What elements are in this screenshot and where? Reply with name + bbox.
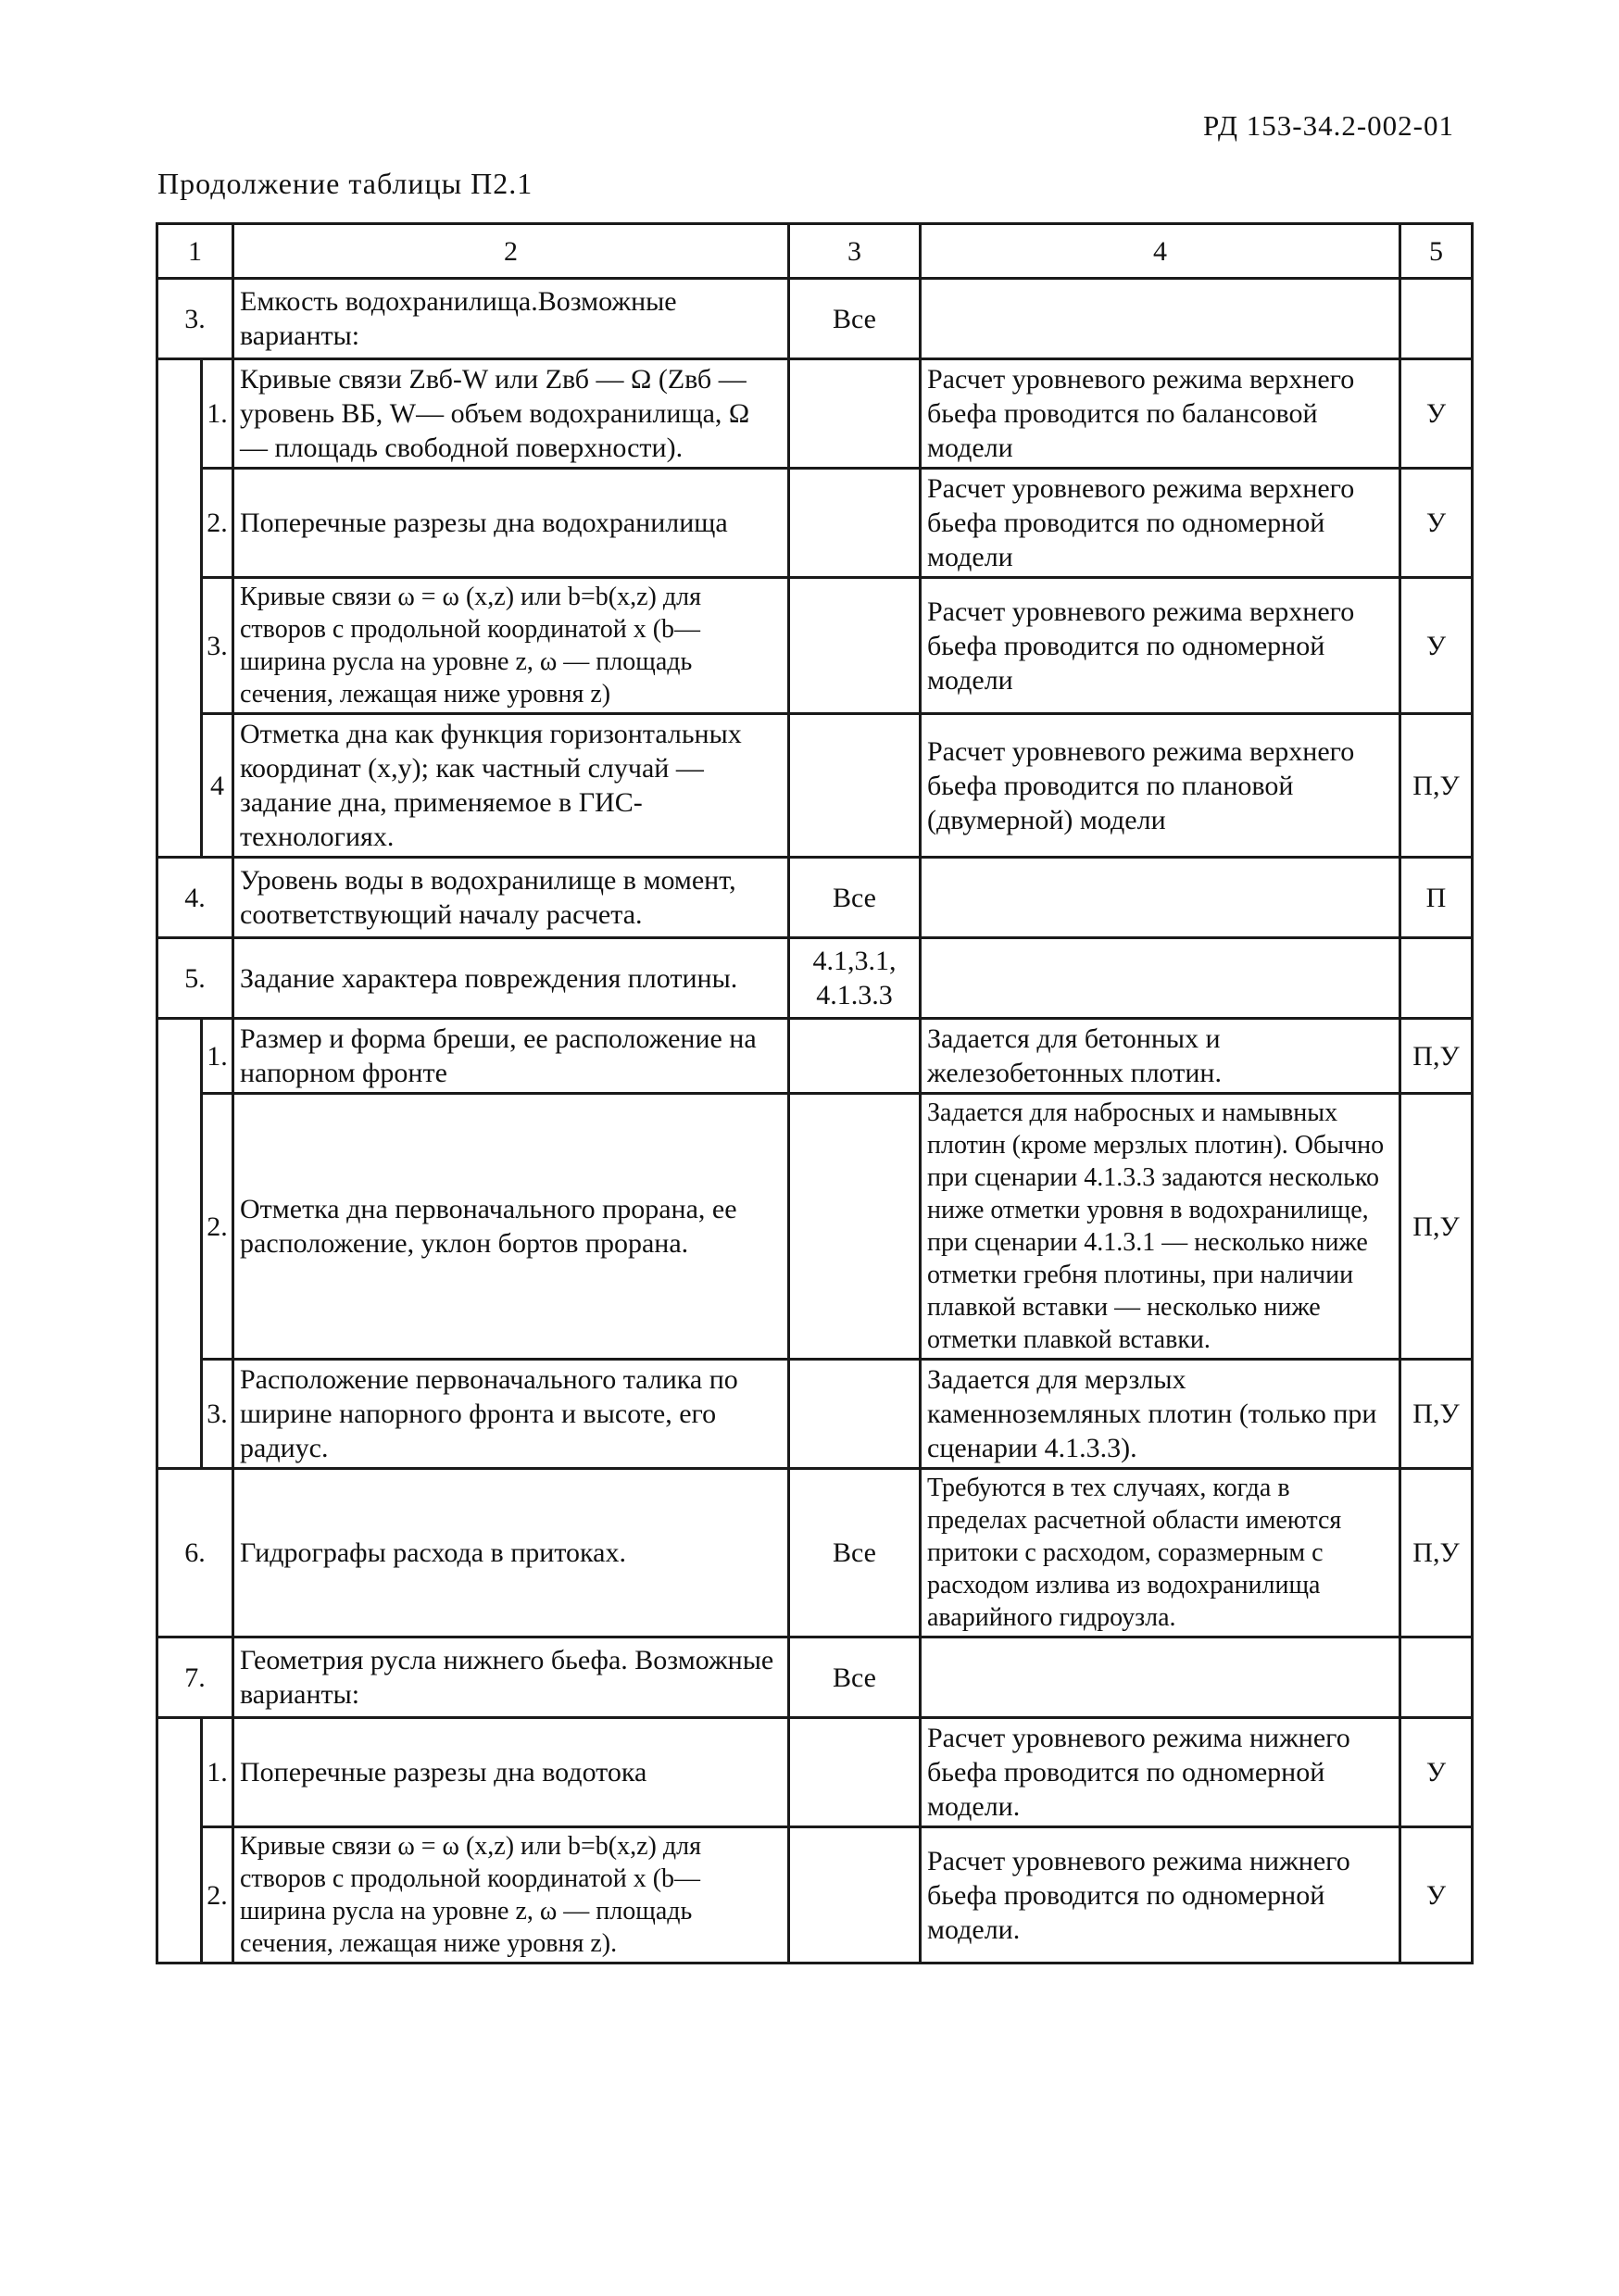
table-caption: Продолжение таблицы П2.1 xyxy=(157,167,533,200)
row-number: 6. xyxy=(157,1469,233,1637)
parameters-table-container xyxy=(156,222,1471,2139)
parameter-cell: Расположение первоначального талика по ширине напорного фронта и высоте, его радиус. xyxy=(233,1360,789,1469)
parameter-cell: Геометрия русла нижнего бьефа. Возможные варианты: xyxy=(233,1637,789,1718)
document-code: РД 153-34.2-002-01 xyxy=(1202,109,1454,142)
parameter-cell: Емкость водохранилища.Возможные варианты: xyxy=(233,279,789,359)
sub-number: 3. xyxy=(202,1360,233,1469)
table-row xyxy=(157,1718,1473,1827)
column-header-1: 1 xyxy=(157,224,233,279)
model-cell xyxy=(1400,1637,1473,1718)
table-row xyxy=(157,858,1473,938)
row-number: 7. xyxy=(157,1637,233,1718)
parameter-cell: Задание характера повреждения плотины. xyxy=(233,938,789,1019)
model-cell: У xyxy=(1400,359,1473,469)
sub-number: 4 xyxy=(202,714,233,858)
model-cell: У xyxy=(1400,1827,1473,1964)
model-cell: П,У xyxy=(1400,1360,1473,1469)
column-header-2: 2 xyxy=(233,224,789,279)
parameter-cell: Кривые связи Zвб-W или Zвб — Ω (Zвб — уровень ВБ, W— объем водохранилища, Ω — площадь свободной поверхности). xyxy=(233,359,789,469)
model-cell: П,У xyxy=(1400,714,1473,858)
table-row xyxy=(157,714,1473,858)
table-row xyxy=(157,1637,1473,1718)
model-cell: П,У xyxy=(1400,1469,1473,1637)
note-cell: Задается для мерзлых каменноземляных плотин (только при сценарии 4.1.3.3). xyxy=(921,1360,1400,1469)
parameter-cell: Уровень воды в водохранилище в момент, соответствующий началу расчета. xyxy=(233,858,789,938)
scenario-cell: Все xyxy=(789,279,921,359)
table-row xyxy=(157,469,1473,578)
scenario-cell xyxy=(789,1094,921,1360)
model-cell xyxy=(1400,938,1473,1019)
model-cell: П,У xyxy=(1400,1019,1473,1094)
scenario-cell xyxy=(789,359,921,469)
scenario-cell xyxy=(789,1019,921,1094)
scenario-cell xyxy=(789,469,921,578)
parameter-cell: Отметка дна первоначального прорана, ее расположение, уклон бортов прорана. xyxy=(233,1094,789,1360)
scenario-cell xyxy=(789,578,921,714)
scenario-cell xyxy=(789,1718,921,1827)
table-row xyxy=(157,1019,1473,1094)
model-cell: П,У xyxy=(1400,1094,1473,1360)
table-row xyxy=(157,1360,1473,1469)
column-header-4: 4 xyxy=(921,224,1400,279)
model-cell: П xyxy=(1400,858,1473,938)
scenario-cell: Все xyxy=(789,1637,921,1718)
header-row xyxy=(157,224,1473,279)
column-header-5: 5 xyxy=(1400,224,1473,279)
note-cell: Расчет уровневого режима верхнего бьефа проводится по плановой (двумерной) модели xyxy=(921,714,1400,858)
note-cell: Расчет уровневого режима верхнего бьефа проводится по одномерной модели xyxy=(921,469,1400,578)
sub-number: 2. xyxy=(202,1094,233,1360)
parameter-cell: Поперечные разрезы дна водотока xyxy=(233,1718,789,1827)
model-cell: У xyxy=(1400,1718,1473,1827)
scenario-cell xyxy=(789,1360,921,1469)
row-number: 3. xyxy=(157,279,233,359)
row-number: 5. xyxy=(157,938,233,1019)
note-cell: Задается для набросных и намывных плотин (кроме мерзлых плотин). Обычно при сценарии 4.1.3.3 задаются несколько ниже отметки уровня в водохранилище, при сценарии 4.1.3.1 — несколько ниже отметки гребня плотины, при наличии плавкой вставки — несколько ниже отметки плавкой вставки. xyxy=(921,1094,1400,1360)
scenario-cell: Все xyxy=(789,858,921,938)
model-cell xyxy=(1400,279,1473,359)
parameter-cell: Кривые связи ω = ω (x,z) или b=b(x,z) для створов с продольной координатой x (b—ширина русла на уровне z, ω — площадь сечения, лежащая ниже уровня z). xyxy=(233,1827,789,1964)
table-row xyxy=(157,1827,1473,1964)
sub-number: 1. xyxy=(202,1718,233,1827)
sub-number: 2. xyxy=(202,1827,233,1964)
model-cell: У xyxy=(1400,578,1473,714)
indent-cell xyxy=(157,1019,202,1469)
row-number: 4. xyxy=(157,858,233,938)
sub-number: 1. xyxy=(202,359,233,469)
sub-number: 3. xyxy=(202,578,233,714)
model-cell: У xyxy=(1400,469,1473,578)
parameter-cell: Отметка дна как функция горизонтальных координат (x,y); как частный случай — задание дна, применяемое в ГИС-технологиях. xyxy=(233,714,789,858)
note-cell xyxy=(921,938,1400,1019)
parameter-cell: Кривые связи ω = ω (x,z) или b=b(x,z) для створов с продольной координатой x (b—ширина русла на уровне z, ω — площадь сечения, лежащая ниже уровня z) xyxy=(233,578,789,714)
table-row xyxy=(157,279,1473,359)
column-header-3: 3 xyxy=(789,224,921,279)
note-cell xyxy=(921,1637,1400,1718)
parameter-cell: Размер и форма бреши, ее расположение на напорном фронте xyxy=(233,1019,789,1094)
parameter-cell: Поперечные разрезы дна водохранилища xyxy=(233,469,789,578)
parameter-cell: Гидрографы расхода в притоках. xyxy=(233,1469,789,1637)
table-row xyxy=(157,359,1473,469)
note-cell: Требуются в тех случаях, когда в пределах расчетной области имеются притоки с расходом, соразмерным с расходом излива из водохранилища аварийного гидроузла. xyxy=(921,1469,1400,1637)
note-cell xyxy=(921,858,1400,938)
table-row xyxy=(157,578,1473,714)
sub-number: 1. xyxy=(202,1019,233,1094)
note-cell: Расчет уровневого режима нижнего бьефа проводится по одномерной модели. xyxy=(921,1718,1400,1827)
note-cell xyxy=(921,279,1400,359)
table-row xyxy=(157,1094,1473,1360)
scenario-cell xyxy=(789,1827,921,1964)
table-row xyxy=(157,1469,1473,1637)
scenario-cell xyxy=(789,714,921,858)
indent-cell xyxy=(157,359,202,858)
note-cell: Расчет уровневого режима нижнего бьефа проводится по одномерной модели. xyxy=(921,1827,1400,1964)
note-cell: Расчет уровневого режима верхнего бьефа проводится по балансовой модели xyxy=(921,359,1400,469)
scenario-cell: 4.1,3.1, 4.1.3.3 xyxy=(789,938,921,1019)
table-row xyxy=(157,938,1473,1019)
note-cell: Расчет уровневого режима верхнего бьефа проводится по одномерной модели xyxy=(921,578,1400,714)
note-cell: Задается для бетонных и железобетонных плотин. xyxy=(921,1019,1400,1094)
sub-number: 2. xyxy=(202,469,233,578)
indent-cell xyxy=(157,1718,202,1964)
parameters-table xyxy=(156,222,1474,1964)
scenario-cell: Все xyxy=(789,1469,921,1637)
